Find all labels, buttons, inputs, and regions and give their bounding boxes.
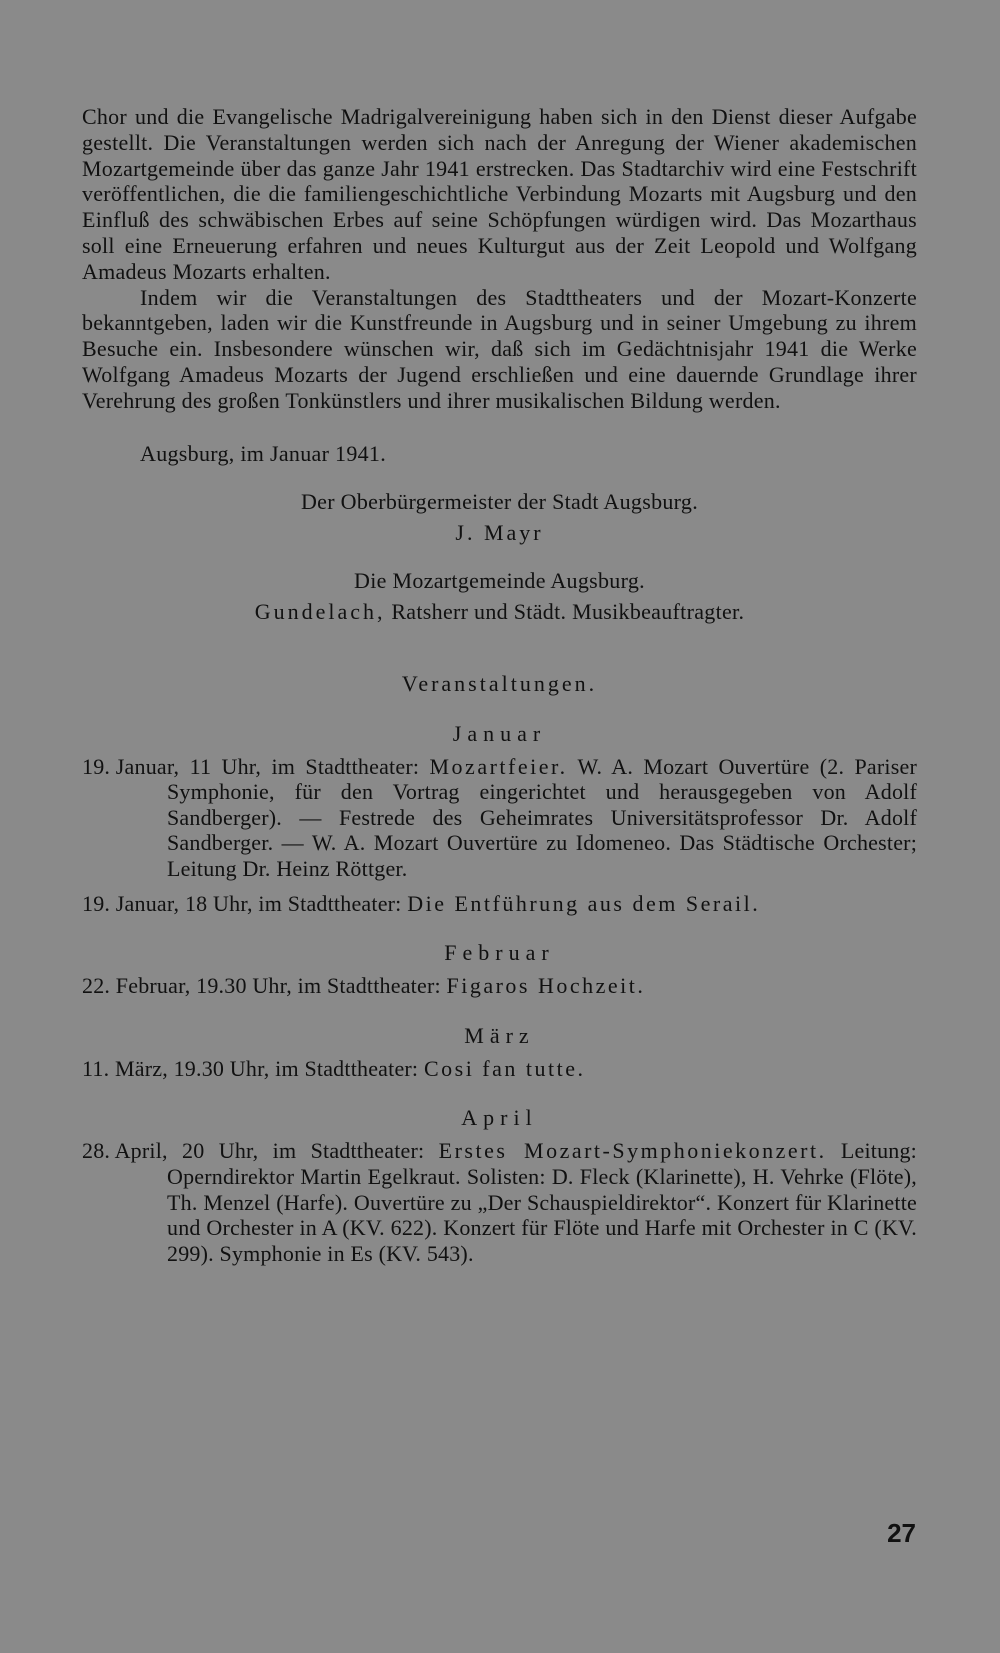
event-entry <box>82 973 917 999</box>
event-time-place: 19.30 Uhr, im Stadttheater: <box>173 1055 424 1081</box>
event-date: 22. Februar, <box>82 973 191 999</box>
event-entry <box>82 891 917 917</box>
page-number: 27 <box>887 1518 916 1548</box>
event-date: 19. Januar, <box>82 890 180 916</box>
place-date: Augsburg, im Januar 1941. <box>140 440 387 466</box>
event-time-place: 20 Uhr, im Stadttheater: <box>182 1138 439 1164</box>
intro-paragraph: Chor und die Evangelische Madrigalvereinigung haben sich in den Dienst dieser Aufgabe gestellt. Die Veranstaltungen werden sich nach der Anregung der Wiener akademischen Mozartgemeinde über das ganze Jahr 1941 erstrecken. Das Stadtarchiv wird eine Festschrift veröffentlichen, die die familiengeschichtliche Verbindung Mozarts mit Augsburg und den Einfluß des schwäbischen Erbes auf seine Schöpfungen würdigen wird. Das Mozarthaus soll eine Erneuerung erfahren und neues Kulturgut aus der Zeit Leopold und Wolfgang Amadeus Mozarts erhalten. <box>82 104 917 284</box>
society-signatory <box>82 596 917 627</box>
month-heading-maerz: März <box>464 1022 535 1048</box>
society-role: Ratsherr und Städt. Musikbeauftragter. <box>391 598 745 624</box>
event-date: 19. Januar, <box>82 753 180 779</box>
event-date: 11. März, <box>82 1055 168 1081</box>
invitation-paragraph: Indem wir die Veranstaltungen des Stadttheaters und der Mozart-Konzerte bekanntgeben, laden wir die Kunstfreunde in Augsburg und in seiner Umgebung zu ihrem Besuche ein. Insbesondere wünschen wir, daß sich im Gedächtnisjahr 1941 die Werke Wolfgang Amadeus Mozarts der Jugend erschließen und eine dauernde Grundlage ihrer Verehrung des großen Tonkünstlers und ihrer musikalischen Bildung werden. <box>82 284 917 413</box>
event-title: Die Entführung aus dem Serail. <box>407 890 761 916</box>
month-heading-april: April <box>461 1105 538 1131</box>
event-details: Leitung: Operndirektor Martin Egelkraut. Solisten: D. Fleck (Klarinette), H. Vehrke (Flöte), Th. Menzel (Harfe). Ouvertüre zu „Der Schauspieldirektor“. Konzert für Klarinette und Orchester in A (KV. 622). Konzert für Flöte und Harfe mit Orchester in C (KV. 299). Symphonie in Es (KV. 543). <box>167 1138 917 1266</box>
society-name: Gundelach, <box>254 598 386 624</box>
event-title: Erstes Mozart-Symphoniekonzert. <box>438 1138 827 1164</box>
month-heading-januar: Januar <box>452 720 547 746</box>
event-time-place: 19.30 Uhr, im Stadttheater: <box>196 973 447 999</box>
section-title: Veranstaltungen. <box>401 670 598 696</box>
event-time-place: 11 Uhr, im Stadttheater: <box>189 753 430 779</box>
event-title: Cosi fan tutte. <box>423 1055 586 1081</box>
event-title: Figaros Hochzeit. <box>446 973 646 999</box>
society-title: Die Mozartgemeinde Augsburg. <box>354 567 645 593</box>
event-time-place: 18 Uhr, im Stadttheater: <box>184 890 408 916</box>
event-entry <box>82 1138 917 1266</box>
event-title: Mozartfeier. <box>429 753 568 779</box>
mayor-name: J. Mayr <box>455 519 544 545</box>
event-details: W. A. Mozart Ouvertüre (2. Pariser Symphonie, für den Vortrag eingerichtet und herausgegeben von Adolf Sandberger). — Festrede des Geheimrates Universitätsprofessor Dr. Adolf Sandberger. — W. A. Mozart Ouvertüre zu Idomeneo. Das Städtische Orchester; Leitung Dr. Heinz Röttger. <box>167 753 917 881</box>
event-entry <box>82 754 917 882</box>
month-heading-februar: Februar <box>444 940 555 966</box>
mayor-office: Der Oberbürgermeister der Stadt Augsburg. <box>300 488 698 514</box>
event-date: 28. April, <box>82 1138 168 1164</box>
event-entry <box>82 1056 917 1082</box>
